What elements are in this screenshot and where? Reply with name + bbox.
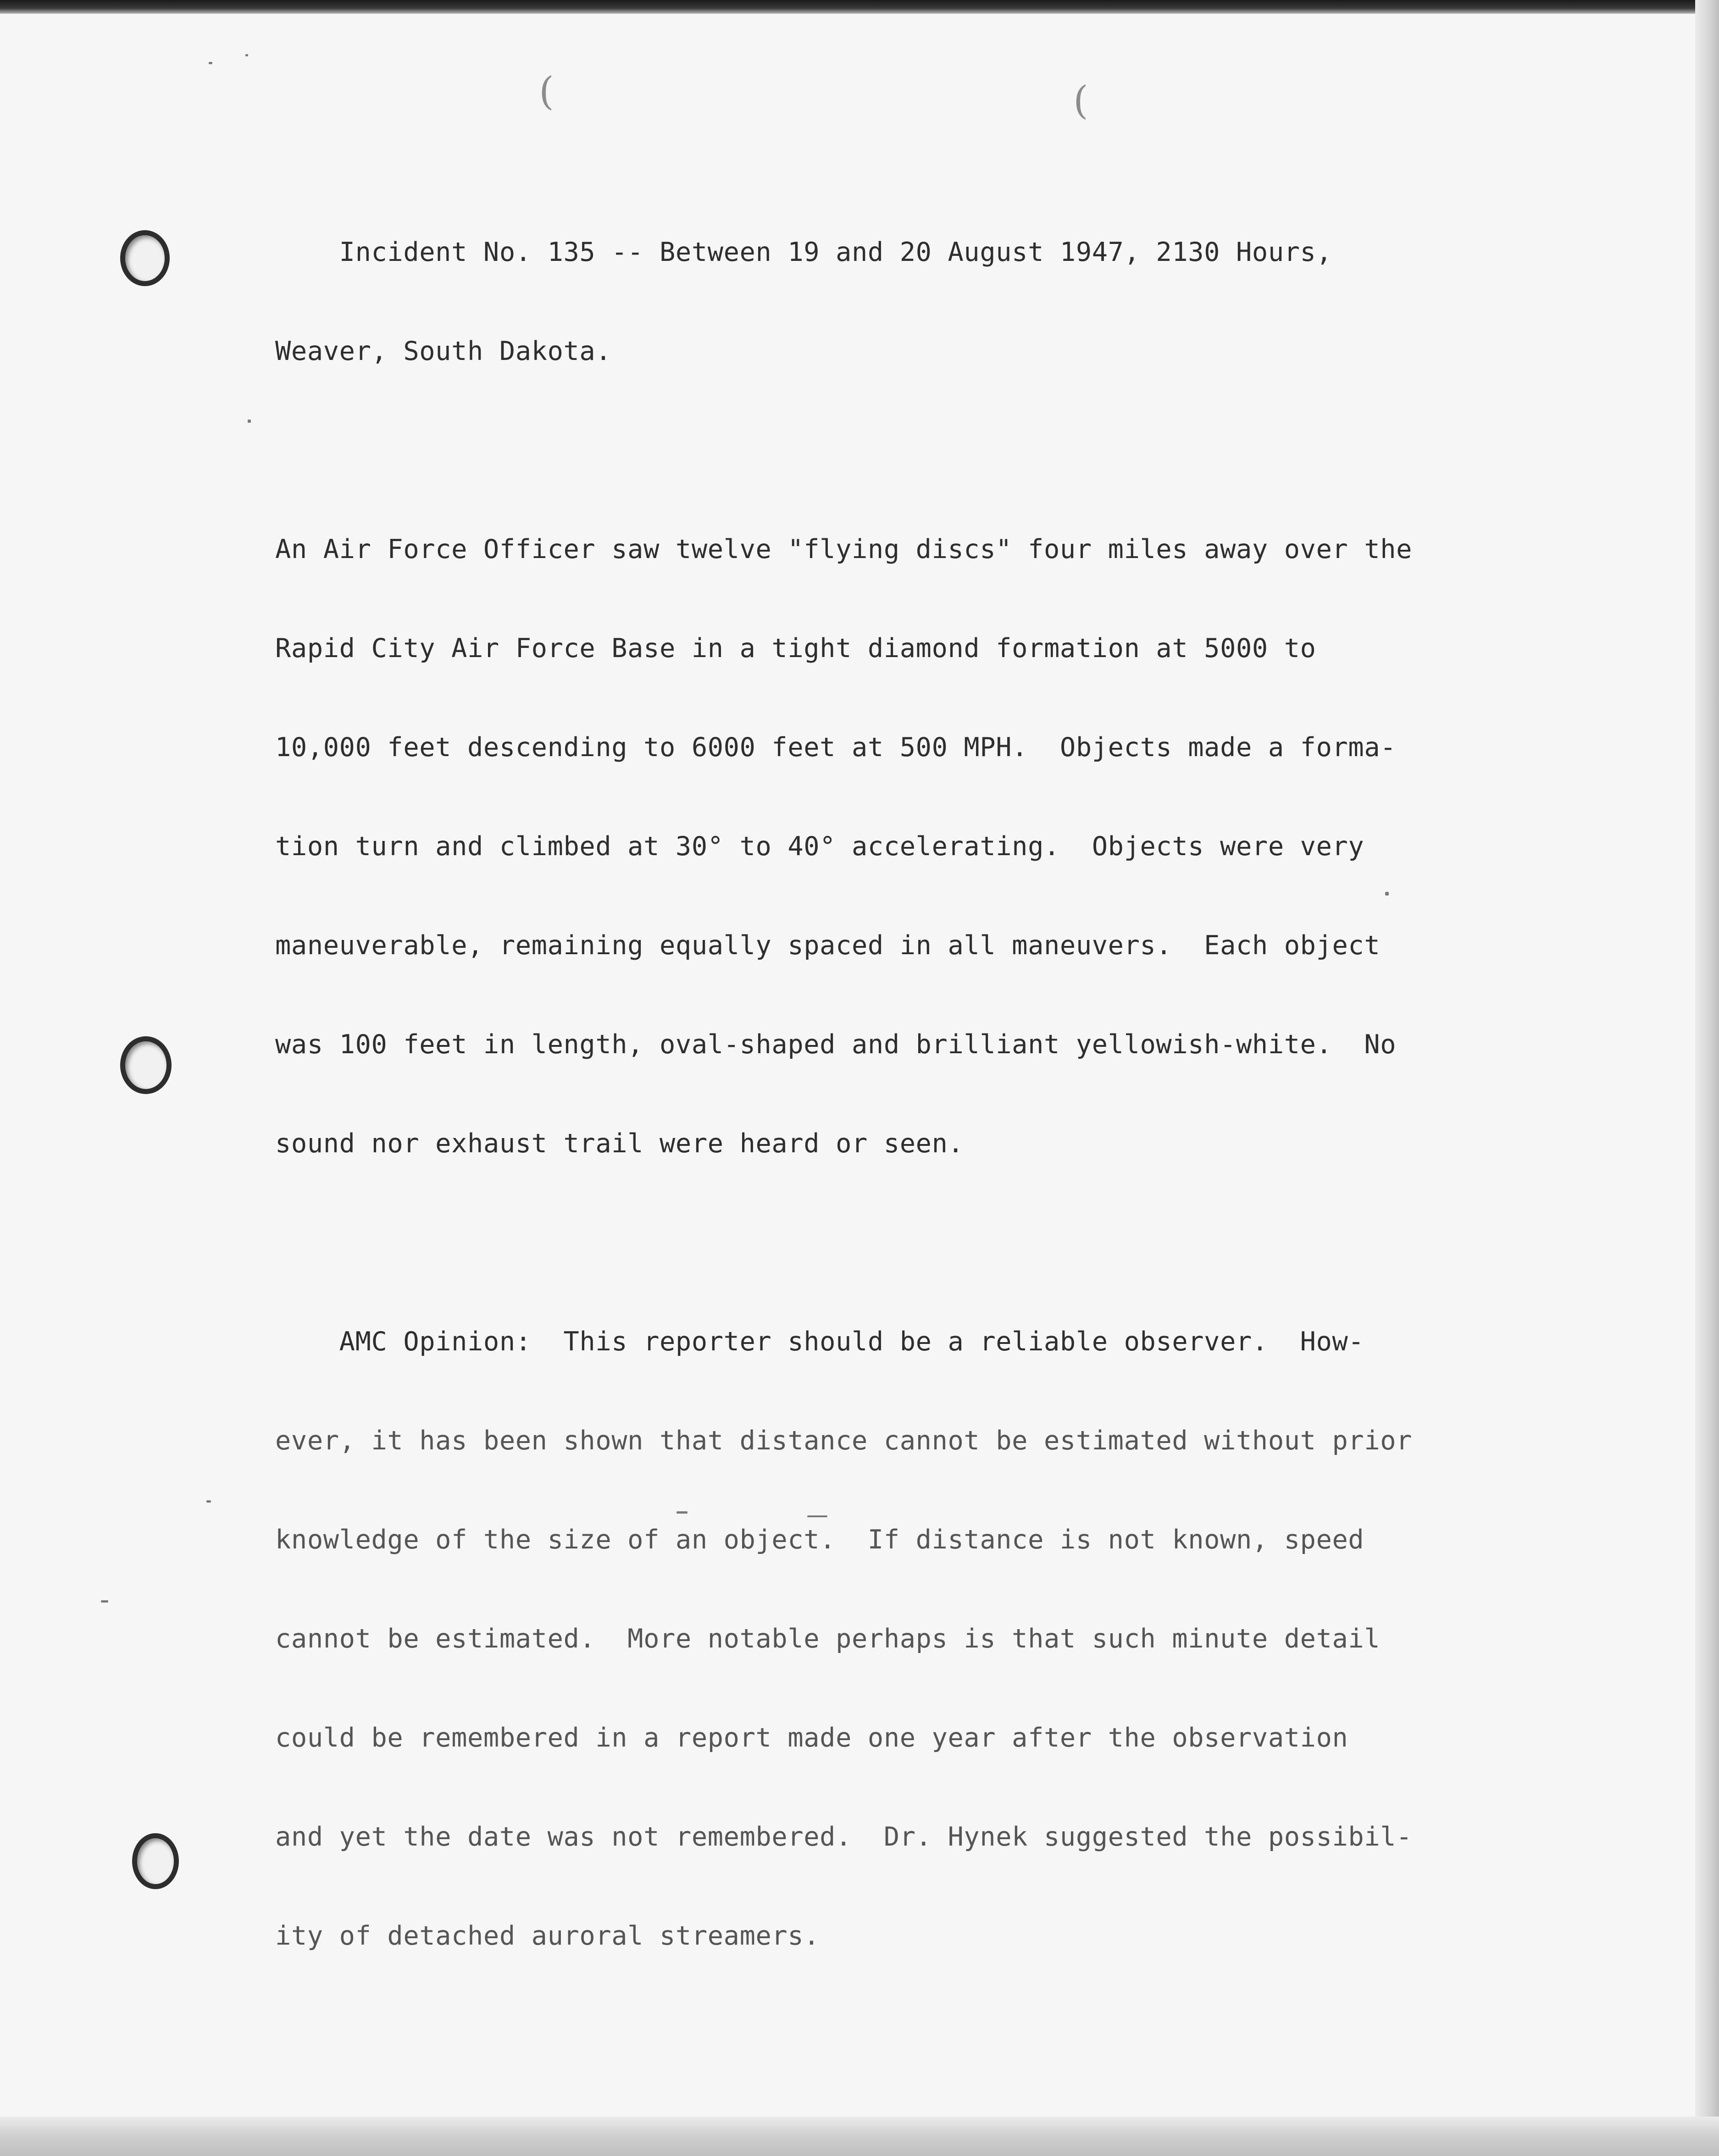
scan-speck — [101, 1600, 108, 1603]
incident-heading-line-2: Weaver, South Dakota. — [275, 336, 612, 366]
report-line: sound nor exhaust trail were heard or seen. — [275, 1128, 964, 1159]
report-line: Rapid City Air Force Base in a tight diamond formation at 5000 to — [275, 633, 1316, 663]
opinion-line: ity of detached auroral streamers. — [275, 1921, 820, 1951]
margin-mark-left: ( — [539, 69, 554, 114]
opinion-line: AMC Opinion: This reporter should be a reliable observer. How- — [275, 1327, 1364, 1357]
document-text — [275, 170, 1486, 2018]
opinion-line: cannot be estimated. More notable perhaps is that such minute detail — [275, 1624, 1381, 1654]
opinion-line: knowledge of the size of an object. If distance is not known, speed — [275, 1525, 1364, 1555]
scan-speck — [248, 420, 251, 423]
page-right-edge — [1695, 0, 1719, 2156]
page-bottom-edge — [0, 2117, 1719, 2156]
report-line: 10,000 feet descending to 6000 feet at 500 MPH. Objects made a forma- — [275, 732, 1397, 763]
opinion-line: and yet the date was not remembered. Dr. Hynek suggested the possibil- — [275, 1822, 1413, 1852]
punch-hole-top — [120, 230, 170, 286]
margin-mark-right: ( — [1073, 78, 1088, 123]
scan-speck — [206, 1500, 211, 1503]
scan-speck — [209, 62, 212, 64]
punch-hole-bottom — [132, 1833, 179, 1889]
scan-speck — [245, 54, 248, 56]
incident-heading-line-1: Incident No. 135 -- Between 19 and 20 August 1947, 2130 Hours, — [275, 237, 1332, 267]
report-line: tion turn and climbed at 30° to 40° accelerating. Objects were very — [275, 831, 1364, 862]
opinion-line: could be remembered in a report made one year after the observation — [275, 1723, 1348, 1753]
page-top-edge — [0, 0, 1719, 14]
report-line: An Air Force Officer saw twelve "flying discs" four miles away over the — [275, 534, 1413, 564]
opinion-line: ever, it has been shown that distance cannot be estimated without prior — [275, 1426, 1413, 1456]
report-line: was 100 feet in length, oval-shaped and brilliant yellowish-white. No — [275, 1029, 1397, 1060]
punch-hole-middle — [120, 1036, 172, 1094]
report-line: maneuverable, remaining equally spaced in all maneuvers. Each object — [275, 930, 1381, 961]
